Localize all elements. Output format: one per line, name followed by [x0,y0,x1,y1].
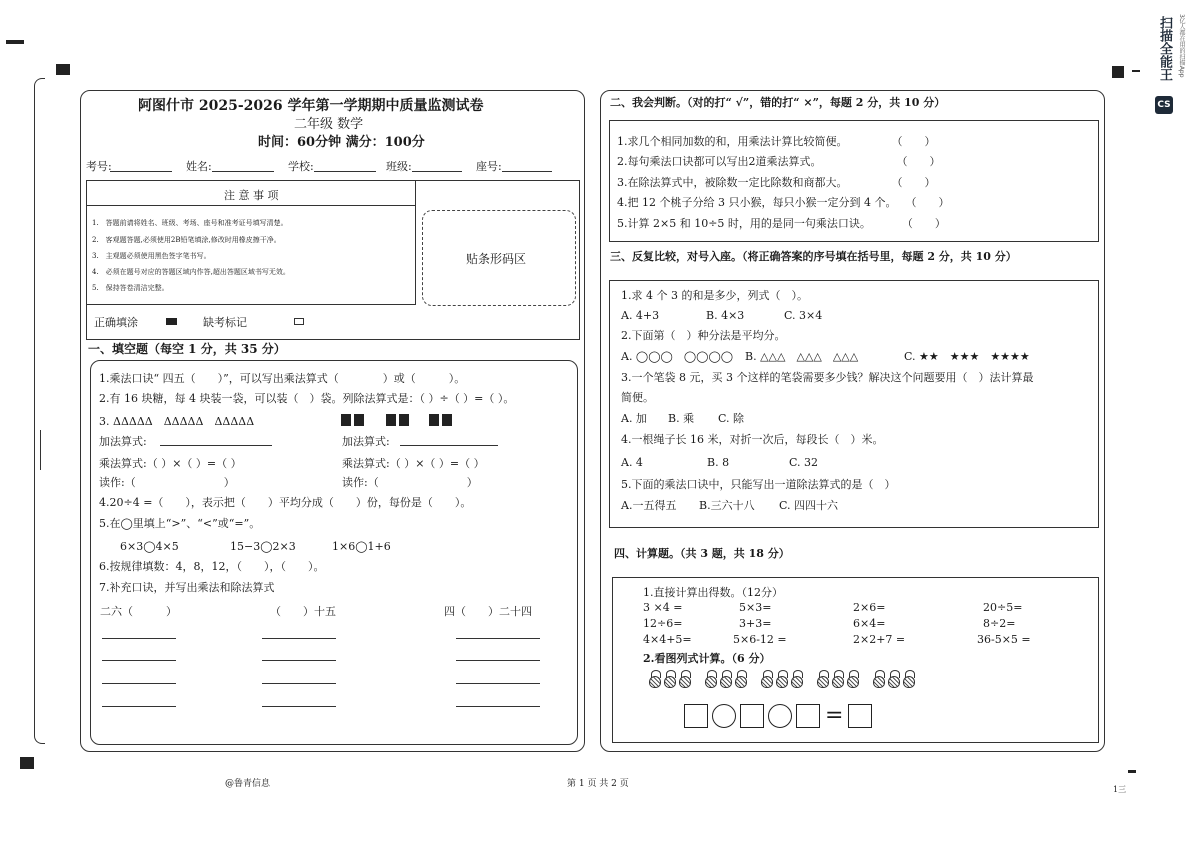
scanner-app-name: 扫描全能王 [1157,16,1172,81]
answer-line[interactable] [456,706,540,707]
section-2-header: 二、我会判断。（对的打“ √”，错的打“ ×”，每题 2 分，共 10 分） [610,96,946,109]
s1-q1: 1.乘法口诀“ 四五（ ）”，可以写出乘法算式（ ）或（ ）。 [99,372,466,385]
s1-q3-read-left: 读作:（ ） [99,476,235,489]
s3-q5-opt: B.三六十八 [699,499,755,512]
answer-line[interactable] [262,683,336,684]
pineapple-icon [704,670,718,688]
calc-item: 20÷5= [983,601,1023,614]
margin-bracket [34,78,45,744]
notice-item: 3. 主观题必须使用黑色签字笔书写。 [92,252,211,260]
margin-tick [40,430,49,470]
pineapple-icon [816,670,830,688]
answer-line[interactable] [102,660,176,661]
answer-line[interactable] [262,638,336,639]
s1-q6: 6.按规律填数：4，8，12，（ ），（ ）。 [99,560,325,573]
s2-item: 4.把 12 个桃子分给 3 只小猴，每只小猴一定分到 4 个。 （ ） [617,196,950,209]
s1-q5: 5.在◯里填上“>”、“<”或“=”。 [99,517,261,530]
calc-item: 5×3= [739,601,772,614]
s3-q2-opt: C. ★★ ★★★ ★★★★ [904,350,1030,363]
pineapple-icon [775,670,789,688]
s1-q3-add-right: 加法算式: [342,435,390,448]
field-name: 姓名: [186,160,212,173]
answer-box[interactable] [684,704,708,728]
calc-item: 5×6-12 = [733,633,787,646]
notice-heading: 注 意 事 项 [224,189,279,202]
s3-q1-opt: A. 4+3 [621,309,660,322]
s3-q4-opt: A. 4 [621,456,643,469]
s3-q2-opt: B. △△△ △△△ △△△ [745,350,859,363]
absent-mark-label: 缺考标记 [203,316,247,329]
s3-q1-opt: B. 4×3 [706,309,745,322]
field-class: 班级: [386,160,412,173]
s2-item: 3.在除法算式中，被除数一定比除数和商都大。 （ ） [617,176,936,189]
s1-q7-item: 四（ ）二十四 [444,605,532,618]
s1-q4: 4.20÷4 =（ ），表示把（ ）平均分成（ ）份，每份是（ ）。 [99,496,472,509]
alignment-mark [1132,70,1140,72]
notice-item: 1. 答题前请将姓名、班级、考场、座号和准考证号填写清楚。 [92,219,288,227]
scanner-tagline: 3亿人都在用的扫描App [1178,14,1185,78]
pineapple-groups [648,670,917,692]
answer-line[interactable] [456,683,540,684]
scanner-logo-icon: CS [1155,96,1173,114]
exam-subtitle: 二年级 数学 [294,117,364,132]
calc-item: 3+3= [739,617,772,630]
page-number: 第 1 页 共 2 页 [567,779,629,789]
field-school: 学校: [288,160,314,173]
pineapple-icon [719,670,733,688]
s3-q4-opt: C. 32 [789,456,819,469]
equals-sign: = [825,703,844,728]
calc-item: 8÷2= [983,617,1016,630]
absent-mark-box[interactable] [294,318,304,325]
answer-box[interactable] [740,704,764,728]
alignment-mark [20,757,34,769]
s1-q3-read-right: 读作:（ ） [342,476,478,489]
footer-source: @鲁青信息 [225,779,271,789]
pineapple-icon [760,670,774,688]
answer-box[interactable] [796,704,820,728]
field-name-line[interactable] [212,171,274,172]
calc-item: 6×4= [853,617,886,630]
equation-template [682,703,874,728]
s1-q5-item: 1×6◯1+6 [332,540,391,553]
calc-item: 4×4+5= [643,633,692,646]
s1-q7: 7.补充口诀，并写出乘法和除法算式 [99,581,275,594]
s1-q3-label: 3. [99,415,110,428]
notice-item: 2. 客观题答题,必须使用2B铅笔填涂,修改时用橡皮擦干净。 [92,236,281,244]
answer-line[interactable] [262,660,336,661]
s3-q3-opt: B. 乘 [668,412,695,425]
pineapple-icon [663,670,677,688]
section-3-header: 三、反复比较，对号入座。（将正确答案的序号填在括号里，每题 2 分，共 10 分） [610,250,1017,263]
s1-q3-triangles: ΔΔΔΔΔ ΔΔΔΔΔ ΔΔΔΔΔ [113,415,255,428]
answer-line[interactable] [102,683,176,684]
s1-q5-item: 6×3◯4×5 [120,540,179,553]
s3-q3-opt: C. 除 [718,412,745,425]
s4-q1: 1.直接计算出得数。（12分） [643,586,783,599]
s1-q3-add-left-line[interactable] [160,445,272,446]
field-exam-number: 考号: [86,160,112,173]
notice-item: 4. 必须在题号对应的答题区域内作答,超出答题区域书写无效。 [92,268,290,276]
s3-q4-opt: B. 8 [707,456,730,469]
alignment-mark [1128,770,1136,773]
pineapple-icon [678,670,692,688]
answer-line[interactable] [456,660,540,661]
s3-q2: 2.下面第（ ）种分法是平均分。 [621,329,786,342]
s4-q2: 2.看图列式计算。（6 分） [643,652,771,665]
answer-line[interactable] [102,638,176,639]
field-school-line[interactable] [314,171,376,172]
section-1-header: 一、填空题（每空 1 分，共 35 分） [88,342,286,356]
s1-q3-mul-left: 乘法算式:（ ）×（ ）=（ ） [99,457,242,470]
calc-item: 36-5×5 = [977,633,1031,646]
pineapple-icon [902,670,916,688]
s3-q3-opt: A. 加 [621,412,647,425]
s3-q4: 4.一根绳子长 16 米，对折一次后，每段长（ ）米。 [621,433,884,446]
s3-q3a: 3.一个笔袋 8 元，买 3 个这样的笔袋需要多少钱？解决这个问题要用（ ）法计算最 [621,371,1034,384]
answer-line[interactable] [262,706,336,707]
alignment-mark [56,64,70,75]
exam-time-score: 时间：60分钟 满分：100分 [258,135,425,150]
notice-item: 5. 保持答卷清洁完整。 [92,284,169,292]
footer-mark: 1三 [1113,785,1127,794]
s1-q3-add-left: 加法算式: [99,435,147,448]
pineapple-icon [734,670,748,688]
pineapple-icon [887,670,901,688]
field-class-line[interactable] [412,171,462,172]
s3-q1-opt: C. 3×4 [784,309,823,322]
answer-line[interactable] [456,638,540,639]
s1-q7-item: 二六（ ） [100,605,177,618]
calc-item: 2×2+7 = [853,633,906,646]
pineapple-icon [648,670,662,688]
s2-item: 1.求几个相同加数的和，用乘法计算比较简便。 （ ） [617,135,936,148]
answer-box[interactable] [848,704,872,728]
s1-q5-item: 15−3◯2×3 [230,540,296,553]
exam-title: 阿图什市 2025-2026 学年第一学期期中质量监测试卷 [138,98,484,114]
operator-circle[interactable] [712,704,736,728]
correct-fill-sample [166,318,177,325]
s1-q3-add-right-line[interactable] [400,445,498,446]
s3-q5-opt: C. 四四十六 [779,499,839,512]
field-seat-line[interactable] [502,171,552,172]
s3-q5: 5.下面的乘法口诀中，只能写出一道除法算式的是（ ） [621,478,896,491]
operator-circle[interactable] [768,704,792,728]
field-exam-number-line[interactable] [110,171,172,172]
calc-item: 3 ×4 = [643,601,683,614]
notice-heading-underline [86,205,416,206]
calc-item: 2×6= [853,601,886,614]
s3-q3b: 简便。 [621,391,654,404]
correct-fill-label: 正确填涂 [94,316,138,329]
alignment-mark [1112,66,1124,78]
calc-item: 12÷6= [643,617,683,630]
pineapple-icon [790,670,804,688]
section-4-header: 四、计算题。（共 3 题，共 18 分） [614,547,790,560]
pineapple-icon [846,670,860,688]
s3-q5-opt: A.一五得五 [621,499,677,512]
s3-q2-opt: A. ◯◯◯ ◯◯◯◯ [621,350,734,363]
pineapple-icon [831,670,845,688]
barcode-area-label: 贴条形码区 [466,252,527,266]
s1-q7-item: （ ）十五 [270,605,336,618]
s3-q1: 1.求 4 个 3 的和是多少，列式（ ）。 [621,289,808,302]
answer-line[interactable] [102,706,176,707]
s1-q2: 2.有 16 块糖，每 4 块装一袋，可以装（ ）袋。列除法算式是：（ ）÷（ ）=（ ）。 [99,392,515,405]
s2-item: 5.计算 2×5 和 10÷5 时，用的是同一句乘法口诀。 （ ） [617,217,946,230]
alignment-mark [6,40,24,44]
s2-item: 2.每句乘法口诀都可以写出2道乘法算式。 （ ） [617,155,941,168]
field-seat: 座号: [476,160,502,173]
pineapple-icon [872,670,886,688]
s1-q3-mul-right: 乘法算式:（ ）×（ ）=（ ） [342,457,485,470]
